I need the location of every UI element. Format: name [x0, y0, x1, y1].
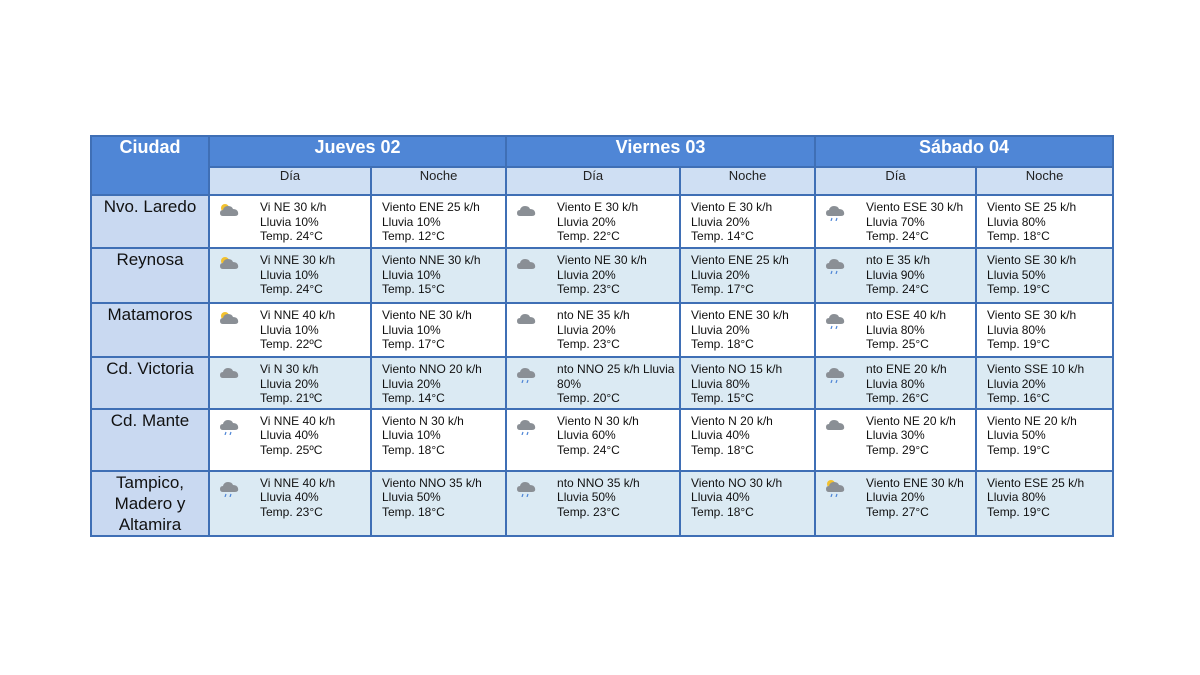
- day-forecast-cell: [209, 471, 371, 536]
- night-forecast-cell: [680, 248, 815, 303]
- night-forecast-cell: [371, 248, 506, 303]
- temp-text: Temp. 25°C: [866, 337, 929, 351]
- temp-text: Temp. 23°C: [557, 504, 620, 519]
- wind-text: Viento N 20 k/h: [691, 413, 773, 428]
- temp-text: Temp. 18°C: [691, 337, 754, 351]
- wind-text: nto NNO 25 k/h Lluvia: [557, 362, 675, 376]
- wind-text: Viento ENE 25 k/h: [382, 200, 480, 214]
- subheader-day: Día: [506, 167, 680, 195]
- wind-text: Viento SE 30 k/h: [987, 308, 1077, 322]
- forecast-text: [372, 249, 505, 299]
- rain-text: Lluvia 80%: [987, 490, 1046, 504]
- cloud-icon: [216, 363, 242, 383]
- forecast-text: [977, 410, 1112, 460]
- forecast-text: [816, 358, 975, 408]
- wind-text: Viento E 30 k/h: [691, 200, 773, 214]
- temp-text: Temp. 24°C: [866, 282, 929, 296]
- day-header-thursday: Jueves 02: [209, 136, 506, 167]
- forecast-text: [977, 249, 1112, 299]
- forecast-text: [681, 304, 814, 354]
- forecast-text: [372, 410, 505, 460]
- wind-text: Viento ENE 30 k/h: [691, 308, 789, 322]
- forecast-text: [507, 472, 679, 522]
- rain-text: Lluvia 10%: [260, 267, 319, 282]
- day-forecast-cell: [815, 195, 976, 248]
- wind-text: Viento NNE 30 k/h: [382, 253, 481, 267]
- rain-text: Lluvia 80%: [866, 322, 925, 337]
- wind-text: Viento N 30 k/h: [557, 413, 639, 428]
- forecast-text: [210, 249, 370, 299]
- rain-text: Lluvia 10%: [260, 322, 319, 337]
- rain-cloud-icon: [216, 415, 242, 435]
- rain-text: Lluvia 10%: [382, 214, 441, 229]
- wind-text: nto E 35 k/h: [866, 253, 931, 267]
- temp-text: Temp. 12°C: [382, 229, 445, 243]
- rain-text: Lluvia 40%: [691, 490, 750, 504]
- day-forecast-cell: [506, 471, 680, 536]
- wind-text: Viento NO 15 k/h: [691, 362, 783, 376]
- subheader-night: Noche: [371, 167, 506, 195]
- night-forecast-cell: [976, 409, 1113, 471]
- night-forecast-cell: [371, 303, 506, 357]
- wind-text: Viento ESE 25 k/h: [987, 475, 1085, 490]
- rain-text: Lluvia 30%: [866, 428, 925, 442]
- temp-text: Temp. 23°C: [557, 337, 620, 351]
- day-forecast-cell: [506, 248, 680, 303]
- wind-text: Viento NNO 35 k/h: [382, 475, 482, 490]
- day-forecast-cell: [815, 409, 976, 471]
- night-forecast-cell: [976, 195, 1113, 248]
- temp-text: Temp. 19°C: [987, 504, 1050, 519]
- rain-text: Lluvia 50%: [557, 490, 616, 504]
- forecast-text: [507, 196, 679, 246]
- city-name: Cd. Mante: [91, 409, 209, 471]
- forecast-text: [681, 410, 814, 460]
- rain-text: Lluvia 40%: [691, 428, 750, 442]
- forecast-text: [977, 358, 1112, 408]
- sun-cloud-icon: [216, 201, 242, 221]
- night-forecast-cell: [371, 195, 506, 248]
- city-column-header: Ciudad: [91, 136, 209, 195]
- rain-text: 80%: [557, 376, 582, 391]
- rain-text: Lluvia 20%: [691, 322, 750, 337]
- forecast-text: [210, 196, 370, 246]
- rain-text: Lluvia 10%: [260, 214, 319, 229]
- night-forecast-cell: [976, 248, 1113, 303]
- rain-text: Lluvia 50%: [382, 490, 441, 504]
- rain-cloud-icon: [513, 363, 539, 383]
- sun-cloud-icon: [216, 309, 242, 329]
- rain-text: Lluvia 60%: [557, 428, 616, 442]
- night-forecast-cell: [680, 303, 815, 357]
- temp-text: Temp. 24°C: [557, 442, 620, 457]
- day-forecast-cell: [506, 303, 680, 357]
- forecast-text: [372, 472, 505, 522]
- temp-text: Temp. 27°C: [866, 504, 929, 519]
- wind-text: Vi NNE 30 k/h: [260, 253, 336, 267]
- wind-text: nto NNO 35 k/h: [557, 475, 640, 490]
- forecast-text: [816, 304, 975, 354]
- night-forecast-cell: [680, 195, 815, 248]
- rain-text: Lluvia 50%: [987, 267, 1046, 282]
- rain-text: Lluvia 20%: [691, 267, 750, 282]
- forecast-text: [507, 410, 679, 460]
- rain-text: Lluvia 20%: [691, 214, 750, 229]
- temp-text: Temp. 18°C: [382, 504, 445, 519]
- temp-text: Temp. 24°C: [260, 282, 323, 296]
- wind-text: nto NE 35 k/h: [557, 308, 630, 322]
- rain-text: Lluvia 20%: [866, 490, 925, 504]
- rain-text: Lluvia 90%: [866, 267, 925, 282]
- rain-text: Lluvia 80%: [987, 214, 1046, 229]
- rain-text: Lluvia 20%: [987, 376, 1046, 391]
- temp-text: Temp. 24°C: [260, 229, 323, 243]
- wind-text: Vi NNE 40 k/h: [260, 413, 336, 428]
- rain-text: Lluvia 80%: [866, 376, 925, 391]
- night-forecast-cell: [976, 471, 1113, 536]
- day-forecast-cell: [209, 303, 371, 357]
- forecast-text: [372, 358, 505, 408]
- rain-cloud-icon: [822, 254, 848, 274]
- cloud-icon: [822, 415, 848, 435]
- city-name: Nvo. Laredo: [91, 195, 209, 248]
- temp-text: Temp. 18°C: [382, 442, 445, 457]
- rain-cloud-icon: [513, 415, 539, 435]
- day-forecast-cell: [209, 409, 371, 471]
- city-name: Cd. Victoria: [91, 357, 209, 409]
- temp-text: Temp. 17°C: [382, 337, 445, 351]
- night-forecast-cell: [680, 471, 815, 536]
- table-row: [91, 471, 1113, 536]
- forecast-text: [977, 304, 1112, 354]
- temp-text: Temp. 15°C: [691, 391, 754, 405]
- forecast-text: [977, 196, 1112, 246]
- forecast-text: [816, 249, 975, 299]
- day-forecast-cell: [506, 195, 680, 248]
- day-forecast-cell: [815, 248, 976, 303]
- forecast-text: [681, 249, 814, 299]
- rain-text: Lluvia 10%: [382, 322, 441, 337]
- day-forecast-cell: [209, 195, 371, 248]
- rain-cloud-icon: [822, 309, 848, 329]
- day-header-friday: Viernes 03: [506, 136, 815, 167]
- wind-text: Viento ESE 30 k/h: [866, 200, 964, 214]
- cloud-icon: [513, 254, 539, 274]
- rain-text: Lluvia 20%: [557, 214, 616, 229]
- temp-text: Temp. 14°C: [382, 391, 445, 405]
- temp-text: Temp. 24°C: [866, 229, 929, 243]
- forecast-text: [210, 410, 370, 460]
- table-row: [91, 195, 1113, 248]
- city-name: Matamoros: [91, 303, 209, 357]
- subheader-day: Día: [209, 167, 371, 195]
- wind-text: Viento NE 30 k/h: [382, 308, 472, 322]
- rain-cloud-icon: [216, 477, 242, 497]
- cloud-icon: [513, 309, 539, 329]
- night-forecast-cell: [680, 409, 815, 471]
- forecast-text: [210, 358, 370, 408]
- temp-text: Temp. 16°C: [987, 391, 1050, 405]
- wind-text: Vi NNE 40 k/h: [260, 308, 336, 322]
- wind-text: Viento ENE 30 k/h: [866, 475, 964, 490]
- forecast-text: [681, 472, 814, 522]
- forecast-text: [210, 472, 370, 522]
- forecast-text: [816, 196, 975, 246]
- temp-text: Temp. 14°C: [691, 229, 754, 243]
- night-forecast-cell: [976, 303, 1113, 357]
- subheader-night: Noche: [976, 167, 1113, 195]
- rain-text: Lluvia 20%: [260, 376, 319, 391]
- wind-text: Viento NE 20 k/h: [866, 413, 956, 428]
- wind-text: Viento NE 20 k/h: [987, 413, 1077, 428]
- temp-text: Temp. 15°C: [382, 282, 445, 296]
- day-header-saturday: Sábado 04: [815, 136, 1113, 167]
- wind-text: Viento SSE 10 k/h: [987, 362, 1085, 376]
- forecast-table: [90, 135, 1114, 537]
- forecast-text: [507, 358, 679, 408]
- rain-text: Lluvia 20%: [557, 267, 616, 282]
- forecast-text: [372, 196, 505, 246]
- wind-text: nto ENE 20 k/h: [866, 362, 947, 376]
- temp-text: Temp. 22°C: [557, 229, 620, 243]
- forecast-text: [681, 196, 814, 246]
- city-name: Reynosa: [91, 248, 209, 303]
- night-forecast-cell: [371, 471, 506, 536]
- rain-cloud-icon: [822, 201, 848, 221]
- day-forecast-cell: [209, 248, 371, 303]
- wind-text: Viento ENE 25 k/h: [691, 253, 789, 267]
- rain-text: Lluvia 20%: [557, 322, 616, 337]
- rain-text: Lluvia 10%: [382, 267, 441, 282]
- rain-text: Lluvia 40%: [260, 490, 319, 504]
- wind-text: nto ESE 40 k/h: [866, 308, 947, 322]
- rain-text: Lluvia 80%: [691, 376, 750, 391]
- temp-text: Temp. 18°C: [691, 442, 754, 457]
- temp-text: Temp. 18°C: [691, 504, 754, 519]
- temp-text: Temp. 22ºC: [260, 337, 323, 351]
- wind-text: Vi N 30 k/h: [260, 362, 319, 376]
- rain-text: Lluvia 10%: [382, 428, 441, 442]
- table-row: [91, 303, 1113, 357]
- forecast-text: [681, 358, 814, 408]
- day-forecast-cell: [506, 357, 680, 409]
- sun-cloud-icon: [216, 254, 242, 274]
- rain-text: Lluvia 20%: [382, 376, 441, 391]
- subheader-night: Noche: [680, 167, 815, 195]
- temp-text: Temp. 17°C: [691, 282, 754, 296]
- temp-text: Temp. 19°C: [987, 337, 1050, 351]
- night-forecast-cell: [976, 357, 1113, 409]
- forecast-text: [507, 249, 679, 299]
- sun-rain-cloud-icon: [822, 477, 848, 497]
- table-row: [91, 409, 1113, 471]
- wind-text: Viento N 30 k/h: [382, 413, 464, 428]
- table-row: [91, 248, 1113, 303]
- temp-text: Temp. 18°C: [987, 229, 1050, 243]
- wind-text: Vi NNE 40 k/h: [260, 475, 336, 490]
- temp-text: Temp. 21ºC: [260, 391, 323, 405]
- table-row: [91, 357, 1113, 409]
- wind-text: Viento SE 30 k/h: [987, 253, 1077, 267]
- rain-text: Lluvia 40%: [260, 428, 319, 442]
- forecast-text: [372, 304, 505, 354]
- temp-text: Temp. 29°C: [866, 442, 929, 457]
- day-forecast-cell: [815, 303, 976, 357]
- temp-text: Temp. 19°C: [987, 442, 1050, 457]
- rain-text: Lluvia 50%: [987, 428, 1046, 442]
- rain-text: Lluvia 80%: [987, 322, 1046, 337]
- forecast-text: [507, 304, 679, 354]
- rain-cloud-icon: [822, 363, 848, 383]
- wind-text: Viento NNO 20 k/h: [382, 362, 482, 376]
- day-forecast-cell: [815, 471, 976, 536]
- wind-text: Viento NO 30 k/h: [691, 475, 783, 490]
- wind-text: Viento E 30 k/h: [557, 200, 639, 214]
- temp-text: Temp. 23°C: [260, 504, 323, 519]
- forecast-text: [210, 304, 370, 354]
- night-forecast-cell: [680, 357, 815, 409]
- day-forecast-cell: [815, 357, 976, 409]
- day-forecast-cell: [506, 409, 680, 471]
- rain-cloud-icon: [513, 477, 539, 497]
- city-name: Tampico, Madero y Altamira: [91, 471, 209, 536]
- wind-text: Viento SE 25 k/h: [987, 200, 1077, 214]
- day-forecast-cell: [209, 357, 371, 409]
- forecast-text: [816, 472, 975, 522]
- forecast-text: [816, 410, 975, 460]
- wind-text: Vi NE 30 k/h: [260, 200, 327, 214]
- temp-text: Temp. 23°C: [557, 282, 620, 296]
- temp-text: Temp. 25ºC: [260, 442, 323, 457]
- temp-text: Temp. 19°C: [987, 282, 1050, 296]
- temp-text: Temp. 20°C: [557, 391, 620, 405]
- wind-text: Viento NE 30 k/h: [557, 253, 647, 267]
- temp-text: Temp. 26°C: [866, 391, 929, 405]
- rain-text: Lluvia 70%: [866, 214, 925, 229]
- forecast-text: [977, 472, 1112, 522]
- night-forecast-cell: [371, 357, 506, 409]
- subheader-day: Día: [815, 167, 976, 195]
- night-forecast-cell: [371, 409, 506, 471]
- cloud-icon: [513, 201, 539, 221]
